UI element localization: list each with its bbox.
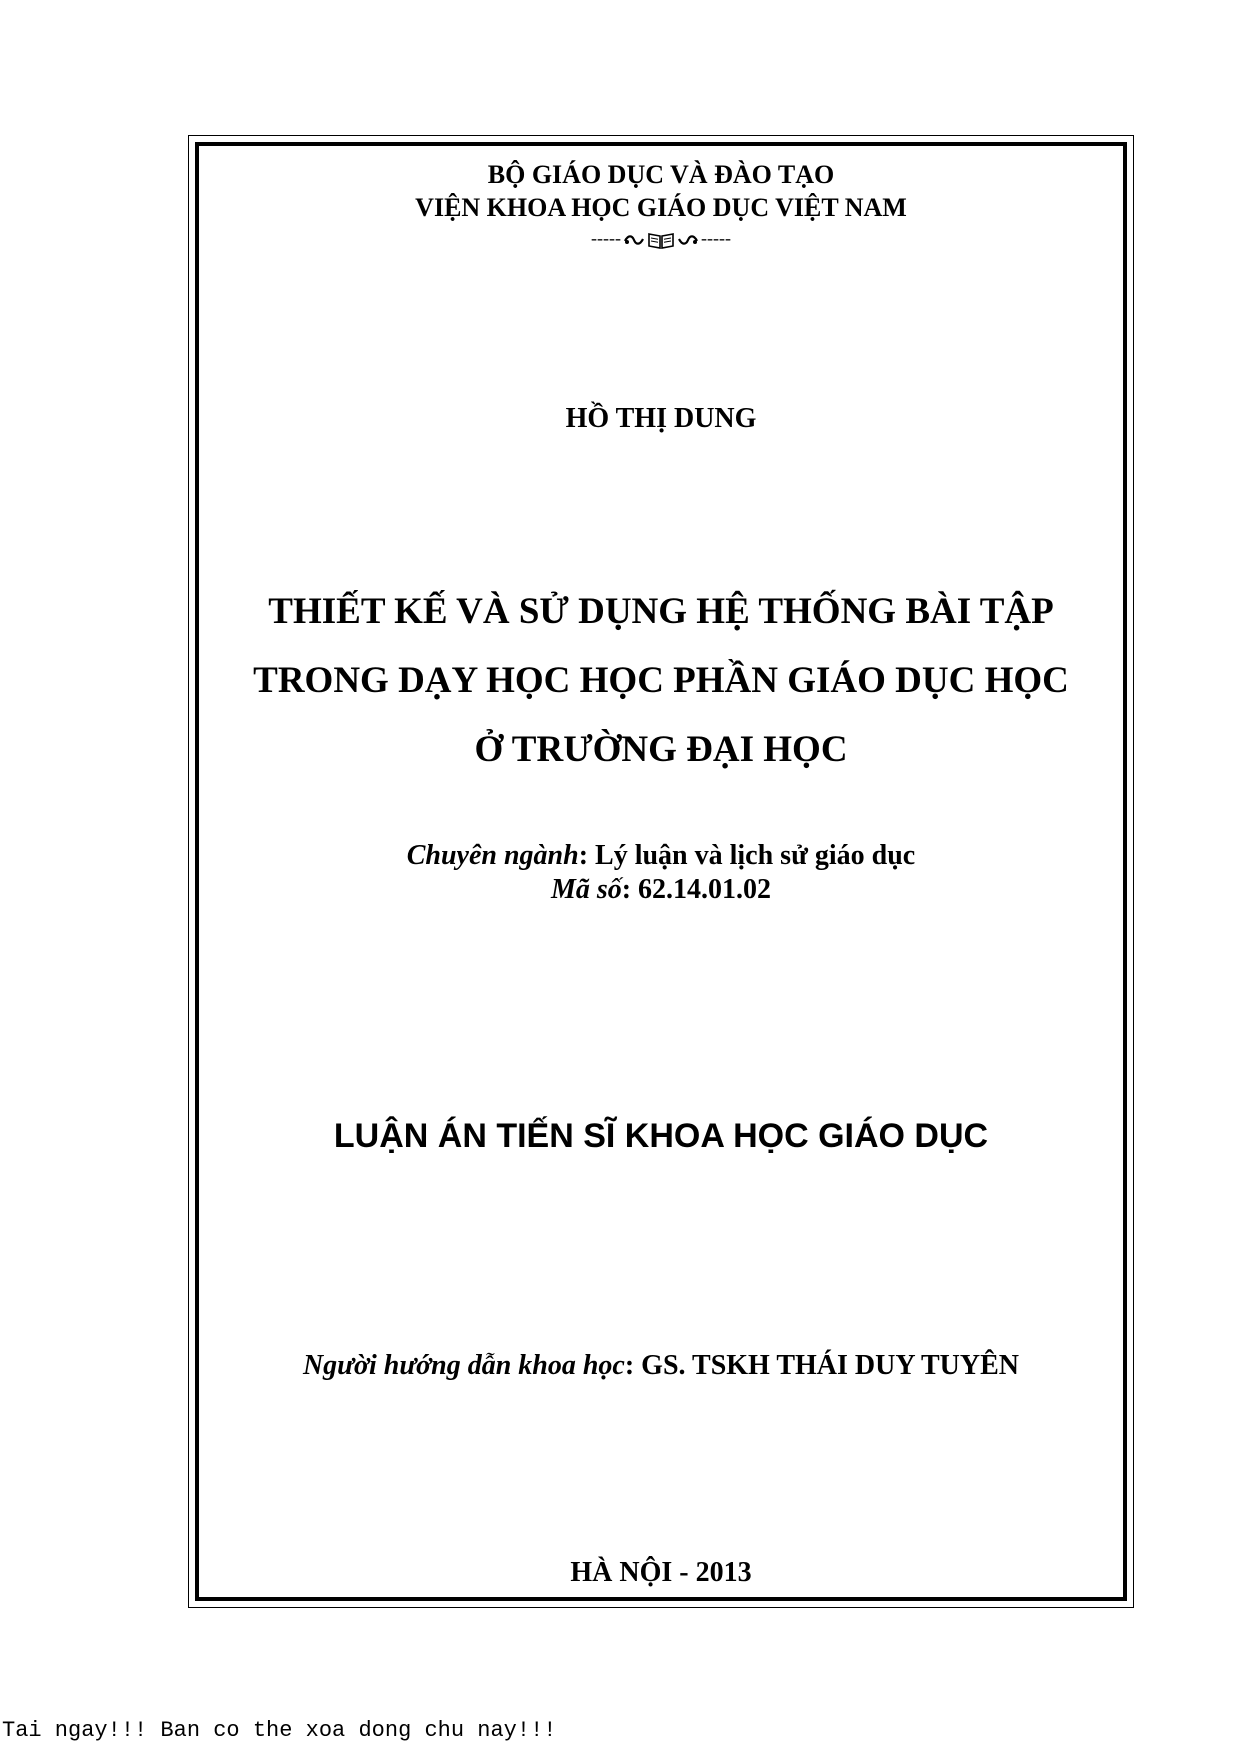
specialization-value: : Lý luận và lịch sử giáo dục	[578, 840, 916, 871]
left-flourish-icon	[623, 228, 645, 249]
footer-note: Tai ngay!!! Ban co the xoa dong chu nay!!!	[2, 1718, 557, 1743]
thesis-title-line-2: TRONG DẠY HỌC HỌC PHẦN GIÁO DỤC HỌC	[253, 660, 1069, 701]
specialization-label: Chuyên ngành	[406, 840, 579, 871]
header-ornament	[195, 228, 1127, 249]
advisor	[195, 1350, 1127, 1382]
advisor-value: : GS. TSKH THÁI DUY TUYÊN	[624, 1350, 1020, 1381]
institute-name: VIỆN KHOA HỌC GIÁO DỤC VIỆT NAM	[415, 193, 907, 222]
code-label: Mã số	[550, 874, 622, 905]
thesis-title-line-1: THIẾT KẾ VÀ SỬ DỤNG HỆ THỐNG BÀI TẬP	[268, 591, 1054, 632]
advisor-label: Người hướng dẫn khoa học	[302, 1350, 625, 1381]
code-number	[195, 874, 1127, 906]
thesis-title-line-3: Ở TRƯỜNG ĐẠI HỌC	[474, 729, 848, 770]
degree-title: LUẬN ÁN TIẾN SĨ KHOA HỌC GIÁO DỤC	[333, 1117, 989, 1155]
ministry-name: BỘ GIÁO DỤC VÀ ĐÀO TẠO	[487, 160, 835, 189]
author-name: HỒ THỊ DUNG	[565, 403, 757, 434]
right-flourish-icon	[677, 228, 699, 249]
ornament-dashes-left: -----	[591, 228, 621, 248]
code-value: : 62.14.01.02	[621, 874, 772, 905]
open-book-icon	[647, 228, 675, 249]
specialization	[195, 840, 1127, 872]
place-and-year: HÀ NỘI - 2013	[570, 1557, 752, 1588]
ornament-dashes-right: -----	[701, 228, 731, 248]
